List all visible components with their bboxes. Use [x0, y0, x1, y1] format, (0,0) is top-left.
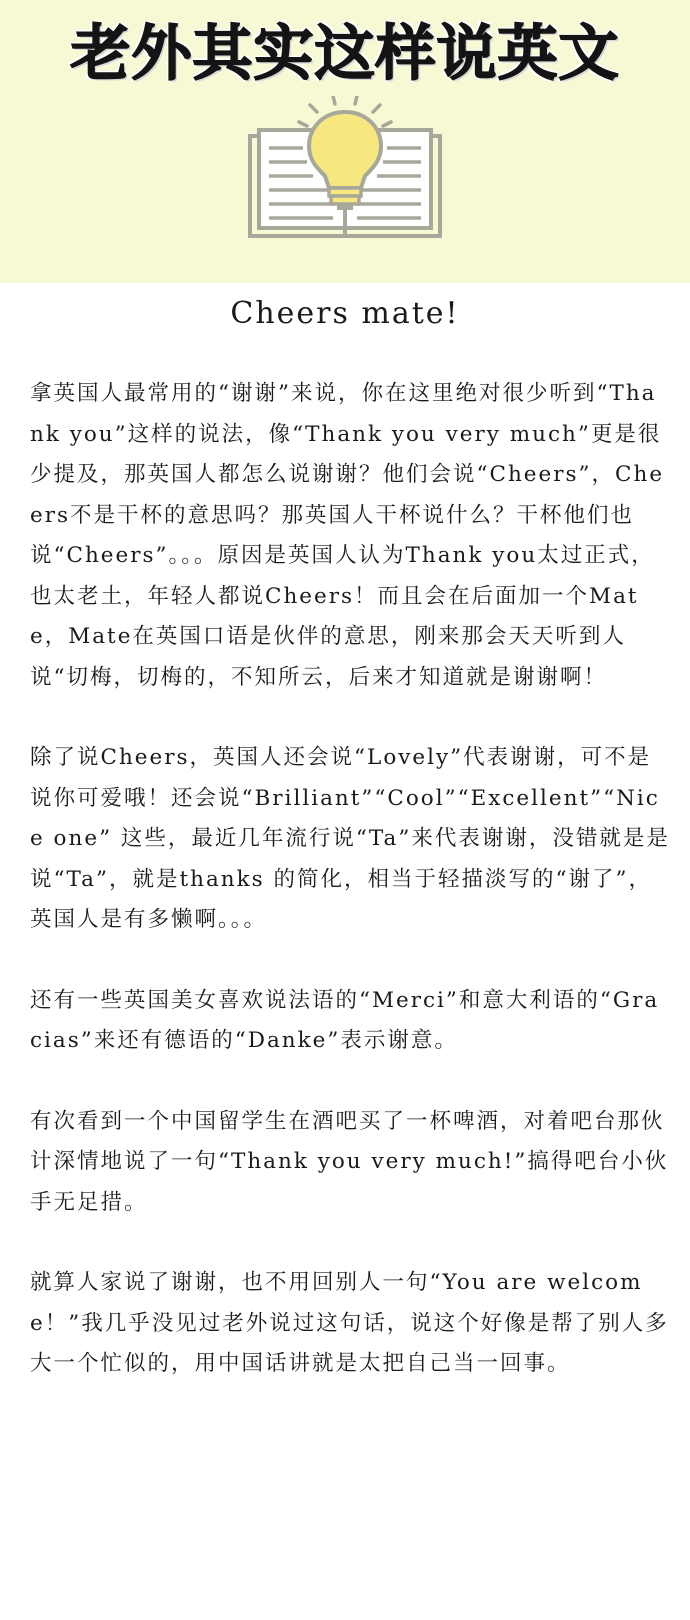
paragraph: 除了说Cheers，英国人还会说“Lovely”代表谢谢，可不是说你可爱哦！还会说“Brilliant”“Cool”“Excellent”“Nice one” 这些，最近几年流行说“Ta”来代表谢谢，没错就是是说“Ta”，就是thanks 的简化，相当于轻描淡写的“谢了”，英国人是有多懒啊。。。 — [30, 745, 670, 932]
header-banner — [0, 0, 690, 283]
paragraph: 还有一些英国美女喜欢说法语的“Merci”和意大利语的“Gracias”来还有德语的“Danke”表示谢意。 — [30, 987, 660, 1053]
paragraph: 就算人家说了谢谢，也不用回别人一句“You are welcome！”我几乎没见过老外说过这句话，说这个好像是帮了别人多大一个忙似的，用中国话讲就是太把自己当一回事。 — [30, 1270, 669, 1376]
article-subtitle: Cheers mate! — [230, 296, 460, 331]
book-lightbulb-icon — [245, 96, 445, 256]
paragraph: 拿英国人最常用的“谢谢”来说，你在这里绝对很少听到“Thank you”这样的说法，像“Thank you very much”更是很少提及，那英国人都怎么说谢谢？他们会说“Cheers”，Cheers不是干杯的意思吗？那英国人干杯说什么？干杯他们也说“Cheers”。。。原因是英国人认为Thank you太过正式，也太老土，年轻人都说Cheers！而且会在后面加一个Mate，Mate在英国口语是伙伴的意思，刚来那会天天听到人说“切梅，切梅的，不知所云，后来才知道就是谢谢啊！ — [30, 381, 665, 690]
article-body — [30, 374, 672, 1425]
page-title: 老外其实这样说英文 — [70, 19, 620, 89]
paragraph: 有次看到一个中国留学生在酒吧买了一杯啤酒，对着吧台那伙计深情地说了一句“Thank you very much!”搞得吧台小伙手无足措。 — [30, 1108, 669, 1215]
